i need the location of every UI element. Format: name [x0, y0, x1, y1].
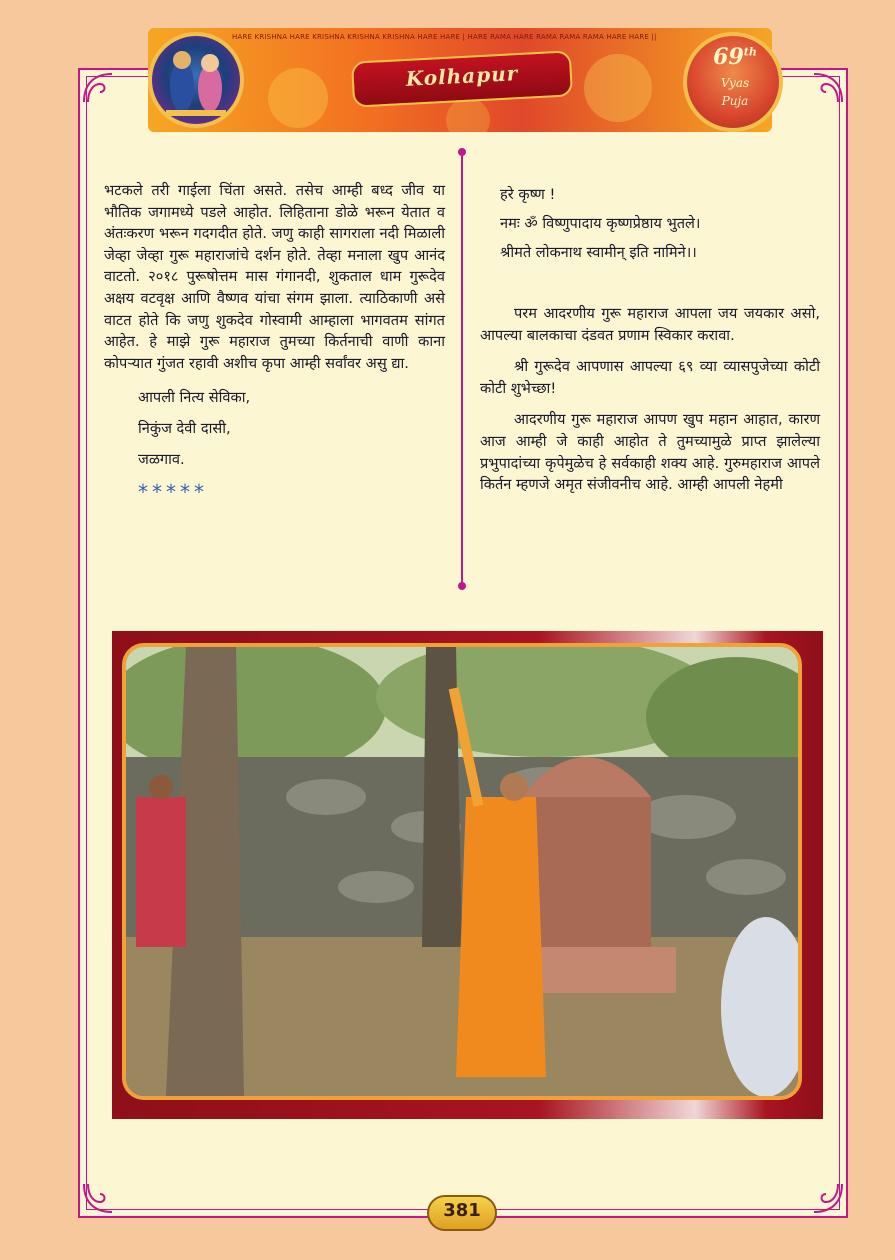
page-title: Kolhapur	[405, 61, 519, 91]
invocation-line-3: श्रीमते लोकनाथ स्वामीन् इति नामिने।।	[500, 244, 697, 261]
left-column	[104, 180, 445, 509]
divider-dot-bottom	[458, 582, 466, 590]
right-paragraph-2: श्री गुरूदेव आपणास आपल्या ६९ व्या व्यासपुजेच्या कोटी कोटी शुभेच्छा!	[480, 358, 820, 397]
right-paragraph-1: परम आदरणीय गुरू महाराज आपला जय जयकार असो, आपल्या बालकाचा दंडवत प्रणाम स्विकार करावा.	[480, 305, 820, 344]
signatory-place: जळगाव.	[138, 451, 185, 469]
event-photo	[122, 643, 802, 1100]
corner-ornament-bottom-right	[810, 1180, 846, 1216]
photo-scene	[126, 647, 798, 1096]
badge-line-1: Vyas	[720, 76, 750, 90]
invocation-line-2: नमः ॐ विष्णुपादाय कृष्णप्रेष्ठाय भुतले।	[500, 215, 701, 232]
corner-ornament-top-right	[810, 70, 846, 106]
deity-figures-icon	[152, 36, 240, 124]
corner-ornament-top-left	[80, 70, 116, 106]
deity-medallion-image	[148, 32, 244, 128]
invocation-line-1: हरे कृष्ण !	[500, 186, 556, 203]
badge-line-2: Puja	[721, 94, 749, 108]
divider-dot-top	[458, 148, 466, 156]
corner-ornament-bottom-left	[80, 1180, 116, 1216]
right-paragraph-3: आदरणीय गुरू महाराज आपण खुप महान आहात, कारण आज आम्ही जे काही आहोत ते तुमच्यामुळे प्राप्त झालेल्या प्रभुपादांच्या कृपेमुळेच हे सर्वकाही शक्य आहे. गुरुमहाराज आपले किर्तन म्हणजे अमृत संजीवनीच आहे. आम्ही आपली नेहमी	[480, 411, 820, 494]
closing-line: आपली नित्य सेविका,	[138, 389, 251, 407]
banner-chant-text: HARE KRISHNA HARE KRISHNA KRISHNA KRISHNA HARE HARE | HARE RAMA HARE RAMA RAMA RAMA HARE HARE ||	[232, 33, 657, 41]
badge-number: 69th	[713, 44, 757, 70]
star-separator: *****	[138, 480, 208, 505]
page-number: 381	[443, 1200, 481, 1221]
column-divider	[461, 150, 463, 586]
right-column	[480, 180, 820, 496]
signatory-name: निकुंज देवी दासी,	[138, 420, 231, 438]
left-paragraph: भटकले तरी गाईला चिंता असते. तसेच आम्ही बध्द जीव या भौतिक जगामध्ये पडले आहोत. लिहिताना डोळे भरून येतात व अंतःकरण भरून गदगदीत होते. जणु काही सागराला नदी मिळाली जेव्हा जेव्हा गुरू महाराजांचे दर्शन होते. तेव्हा मनाला खुप आनंद वाटतो. २०१८ पुरूषोत्तम मास गंगानदी, शुकताल धाम गुरूदेव अक्षय वटवृक्ष आणि वैष्णव यांचा संगम झाला. त्याठिकाणी असे वाटत होते कि जणु शुकदेव गोस्वामी आम्हाला भागवतम सांगत आहेत. हे माझे गुरू महाराज तुमच्या किर्तनाची वाणी काना कोपऱ्यात गुंजत रहावी अशीच कृपा आम्ही सर्वांवर असु द्या.	[104, 182, 445, 372]
spacer	[480, 267, 820, 291]
